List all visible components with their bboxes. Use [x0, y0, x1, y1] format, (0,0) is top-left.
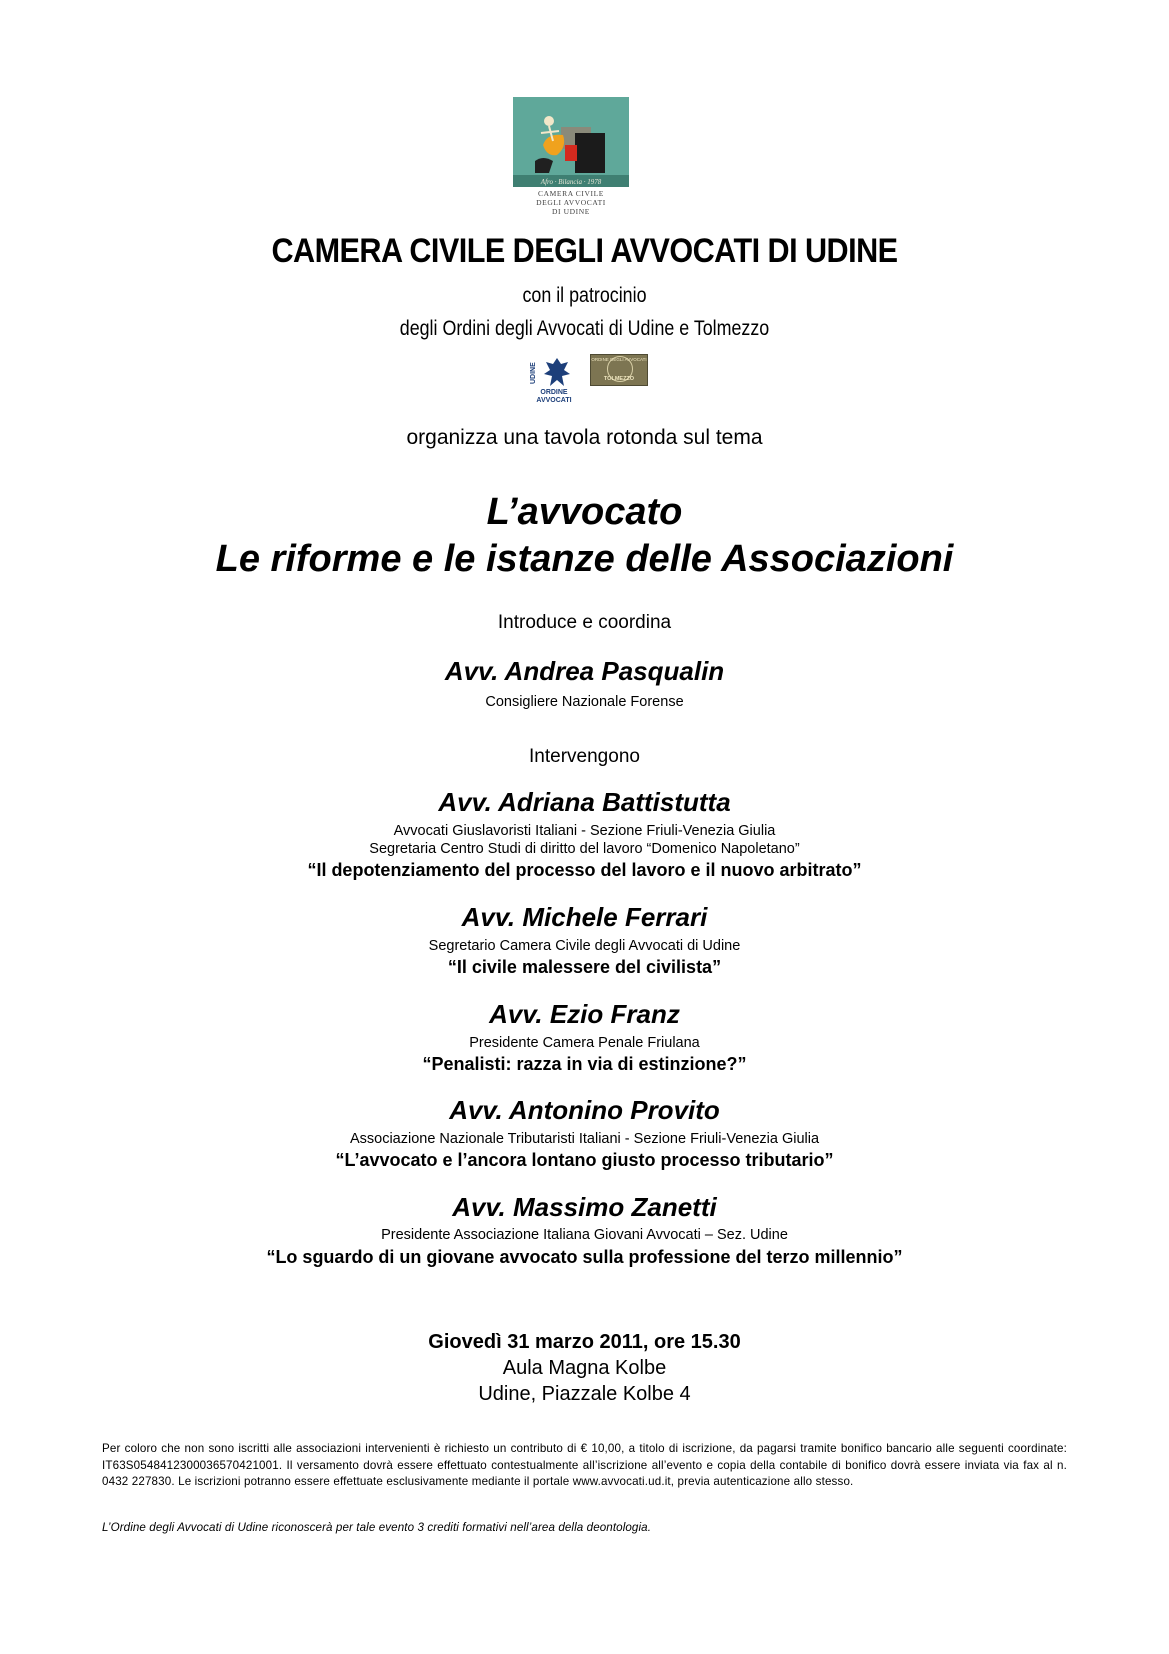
- speaker-role: Segretaria Centro Studi di diritto del lavoro “Domenico Napoletano”: [369, 841, 800, 857]
- credits-note: L’Ordine degli Avvocati di Udine riconoscerà per tale evento 3 crediti formativi nell’area della deontologia.: [102, 1521, 652, 1534]
- event-address: Udine, Piazzale Kolbe 4: [478, 1383, 691, 1405]
- patronage-line-2: degli Ordini degli Avvocati di Udine e Tolmezzo: [399, 317, 770, 340]
- logo-caption: [513, 189, 629, 216]
- event-venue: Aula Magna Kolbe: [502, 1357, 667, 1379]
- speakers-label: Intervengono: [529, 746, 640, 767]
- speaker-role: Presidente Camera Penale Friulana: [469, 1035, 700, 1051]
- abstract-painting-image: [513, 97, 629, 187]
- udine-label-line: ORDINE: [540, 389, 568, 396]
- ordine-udine-logo: [530, 356, 576, 412]
- logo-caption-line: DEGLI AVVOCATI: [536, 198, 606, 207]
- logo-artwork: [513, 97, 629, 187]
- speaker-talk-title: “Penalisti: razza in via di estinzione?”: [422, 1054, 747, 1074]
- udine-vertical-label: UDINE: [530, 362, 537, 384]
- logo-caption-line: DI UDINE: [552, 207, 590, 216]
- logo-small-caption: Afro · Bilancia · 1978: [540, 178, 602, 186]
- speaker-talk-title: “Il depotenziamento del processo del lavoro e il nuovo arbitrato”: [307, 860, 862, 880]
- eagle-icon: [542, 356, 572, 388]
- speaker-name: Avv. Ezio Franz: [489, 999, 680, 1029]
- logo-caption-line: CAMERA CIVILE: [538, 189, 604, 198]
- speaker-name: Avv. Adriana Battistutta: [438, 787, 731, 817]
- moderator-label: Introduce e coordina: [497, 612, 672, 633]
- speaker-role: Associazione Nazionale Tributaristi Italiani - Sezione Friuli-Venezia Giulia: [349, 1131, 820, 1147]
- ordine-tolmezzo-logo: [590, 354, 648, 386]
- speaker-name: Avv. Antonino Provito: [449, 1095, 720, 1125]
- speaker-role: Avvocati Giuslavoristi Italiani - Sezione Friuli-Venezia Giulia: [393, 823, 776, 839]
- organizer-title: CAMERA CIVILE DEGLI AVVOCATI DI UDINE: [271, 232, 898, 270]
- tolmezzo-label: TOLMEZZO: [603, 376, 635, 382]
- camera-civile-logo: [513, 97, 629, 219]
- udine-label-line: AVVOCATI: [536, 397, 572, 404]
- theme-line-1: L’avvocato: [486, 491, 683, 533]
- speaker-role: Presidente Associazione Italiana Giovani Avvocati – Sez. Udine: [381, 1227, 788, 1243]
- theme-line-2: Le riforme e le istanze delle Associazioni: [215, 538, 954, 580]
- udine-label: [534, 389, 574, 405]
- speaker-role: Segretario Camera Civile degli Avvocati di Udine: [428, 938, 741, 954]
- speaker-talk-title: “L’avvocato e l’ancora lontano giusto processo tributario”: [335, 1150, 834, 1170]
- event-date: Giovedì 31 marzo 2011, ore 15.30: [428, 1331, 741, 1353]
- patronage-line-1: con il patrocinio: [522, 284, 647, 307]
- registration-footnote: Per coloro che non sono iscritti alle associazioni intervenienti è richiesto un contributo di € 10,00, a titolo di iscrizione, da pagarsi tramite bonifico bancario alle seguenti coordinate: IT63S0548412300036570421001. Il versamento dovrà essere effettuato contestualmente all’iscrizione all’evento e copia della contabile di bonifico dovrà essere inviata via fax al n. 0432 227830. Le iscrizioni potranno essere effettuate esclusivamente mediante il portale www.avvocati.ud.it, previa autenticazione allo stesso.: [102, 1442, 1067, 1488]
- speaker-name: Avv. Massimo Zanetti: [452, 1192, 717, 1222]
- intro-line: organizza una tavola rotonda sul tema: [406, 426, 763, 449]
- speaker-talk-title: “Il civile malessere del civilista”: [447, 957, 722, 977]
- moderator-role: Consigliere Nazionale Forense: [485, 694, 684, 710]
- moderator-name: Avv. Andrea Pasqualin: [444, 656, 725, 686]
- speaker-talk-title: “Lo sguardo di un giovane avvocato sulla professione del terzo millennio”: [266, 1247, 903, 1267]
- speaker-name: Avv. Michele Ferrari: [461, 902, 708, 932]
- tolmezzo-small-label: ORDINE DEGLI AVVOCATI: [591, 357, 647, 362]
